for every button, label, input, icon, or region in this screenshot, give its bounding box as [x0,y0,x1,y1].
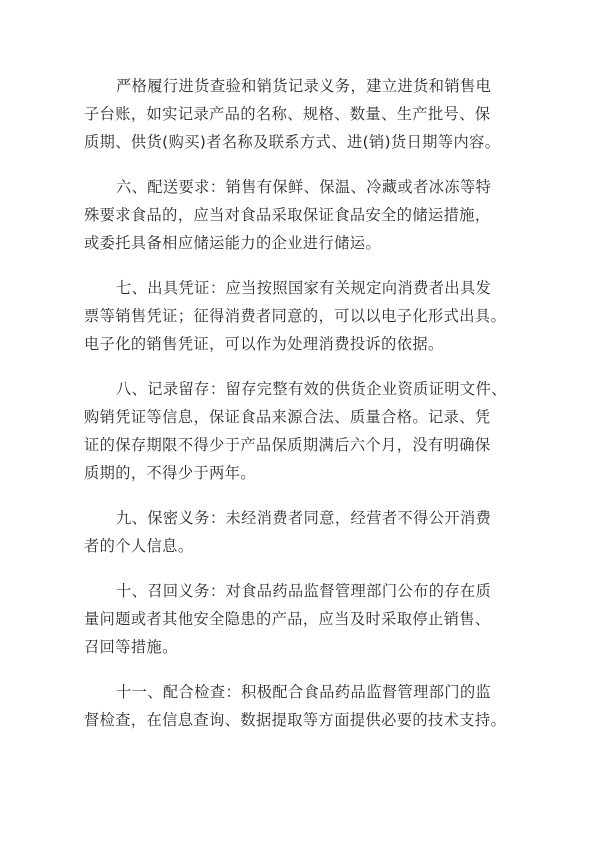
paragraph-cooperate-inspection [84,678,524,734]
text-line: 票等销售凭证；征得消费者同意的，可以以电子化形式出具。 [84,307,507,325]
text-line: 六、配送要求：销售有保鲜、保温、冷藏或者冰冻等特 [116,178,492,196]
text-line: 殊要求食品的，应当对食品采取保证食品安全的储运措施， [84,206,491,224]
text-line: 八、记录留存：留存完整有效的供货企业资质证明文件、 [116,380,507,398]
text-line: 十一、配合检查：积极配合食品药品监督管理部门的监 [116,683,492,701]
text-line: 证的保存期限不得少于产品保质期满后六个月，没有明确保 [84,436,491,454]
text-line: 或委托具备相应储运能力的企业进行储运。 [84,234,382,252]
text-line: 召回等措施。 [84,638,178,656]
text-line: 量问题或者其他安全隐患的产品，应当及时采取停止销售、 [84,610,491,628]
text-line: 七、出具凭证：应当按照国家有关规定向消费者出具发 [116,279,492,297]
text-line: 者的个人信息。 [84,537,194,555]
text-line: 质期、供货(购买)者名称及联系方式、进(销)货日期等内容。 [84,133,501,151]
text-line: 十、召回义务：对食品药品监督管理部门公布的存在质 [116,582,492,600]
text-line: 电子化的销售凭证，可以作为处理消费投诉的依据。 [84,335,444,353]
text-line: 购销凭证等信息，保证食品来源合法、质量合格。记录、凭 [84,408,491,426]
text-line: 严格履行进货查验和销货记录义务，建立进货和销售电 [116,77,492,95]
paragraph-delivery-requirements [84,173,524,257]
paragraph-record-retention [84,375,524,487]
paragraph-record-obligation [84,72,524,156]
text-line: 质期的，不得少于两年。 [84,464,257,482]
text-line: 九、保密义务：未经消费者同意，经营者不得公开消费 [116,509,492,527]
text-line: 子台账，如实记录产品的名称、规格、数量、生产批号、保 [84,105,491,123]
text-line: 督检查，在信息查询、数据提取等方面提供必要的技术支持。 [84,711,507,729]
document-body [84,72,524,751]
paragraph-confidentiality [84,504,524,560]
paragraph-issue-vouchers [84,274,524,358]
paragraph-recall-obligation [84,577,524,661]
